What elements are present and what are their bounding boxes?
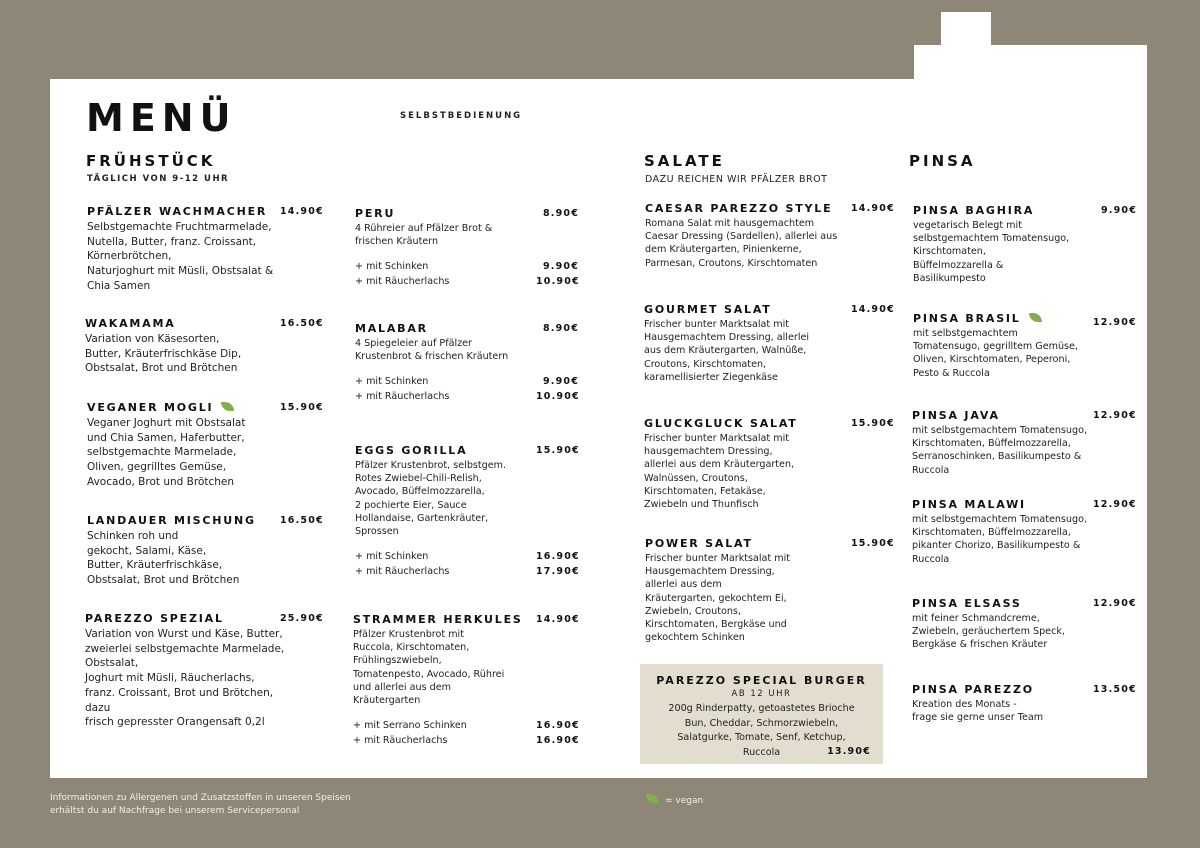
vegan-legend-text: = vegan [665, 796, 704, 806]
addon-label: + mit Schinken [355, 261, 429, 273]
item-description: vegetarisch Belegt mit selbstgemachtem Tomatensugo, Kirschtomaten, Büffelmozzarella & Basilikumpesto [913, 220, 1070, 284]
item-price: 15.90€ [280, 402, 324, 413]
addon-price: 10.90€ [536, 275, 580, 287]
addon-row [355, 390, 580, 405]
addon-label: + mit Schinken [355, 551, 429, 563]
addon-row [355, 565, 580, 580]
menu-item [87, 513, 322, 588]
item-name: LANDAUER MISCHUNG [87, 514, 256, 527]
menu-item [912, 596, 1135, 652]
paper-tab [914, 45, 1147, 81]
menu-item [913, 203, 1138, 285]
addon-row [355, 260, 580, 275]
section-title-pinsa: PINSA [909, 152, 976, 170]
menu-item [644, 416, 893, 511]
item-name: PINSA JAVA [912, 409, 1000, 422]
page-title: MENÜ [86, 96, 237, 140]
menu-item [913, 311, 1135, 380]
item-price: 12.90€ [1093, 317, 1137, 328]
addon-label: + mit Räucherlachs [355, 390, 450, 402]
item-description: 4 Spiegeleier auf Pfälzer Krustenbrot & frischen Kräutern [355, 338, 509, 363]
menu-item [355, 321, 580, 404]
burger-highlight-box [640, 664, 883, 764]
paper-tab-top [941, 12, 991, 48]
item-name: EGGS GORILLA [355, 444, 468, 457]
item-price: 9.90€ [1101, 205, 1138, 216]
item-price: 16.50€ [280, 318, 324, 329]
item-addons [355, 260, 580, 289]
item-name-text: VEGANER MOGLI [87, 401, 214, 414]
item-price: 16.50€ [280, 515, 324, 526]
item-name: PAREZZO SPEZIAL [85, 612, 224, 625]
item-description: Pfälzer Krustenbrot, selbstgem. Rotes Zwiebel-Chili-Relish, Avocado, Büffelmozzarella, 2 pochierte Eier, Sauce Hollandaise, Gartenkräuter, Sprossen [355, 460, 507, 538]
item-addons [355, 375, 580, 404]
item-description: Variation von Käsesorten, Butter, Kräuterfrischkäse Dip, Obstsalat, Brot und Brötchen [85, 333, 242, 375]
item-price: 15.90€ [851, 538, 895, 549]
menu-item [353, 612, 580, 748]
leaf-icon [646, 794, 659, 803]
item-name: PINSA PAREZZO [912, 683, 1034, 696]
addon-price: 16.90€ [536, 720, 580, 732]
addon-row [353, 734, 580, 749]
item-description: Schinken roh und gekocht, Salami, Käse, Butter, Kräuterfrischkäse, Obstsalat, Brot und Brötchen [87, 530, 240, 587]
item-name: WAKAMAMA [85, 317, 176, 330]
item-description: Kreation des Monats - frage sie gerne unser Team [912, 699, 1044, 724]
item-name: POWER SALAT [645, 537, 753, 550]
item-name: PINSA MALAWI [912, 498, 1026, 511]
item-name: CAESAR PAREZZO STYLE [645, 202, 833, 215]
item-description: Variation von Wurst und Käse, Butter, zweierlei selbstgemachte Marmelade, Obstsalat, Joghurt mit Müsli, Räucherlachs, franz. Croissant, Brot und Brötchen, dazu frisch gepresster Orangensaft 0,2l [85, 628, 285, 729]
item-description: Romana Salat mit hausgemachtem Caesar Dressing (Sardellen), allerlei aus dem Kräutergarten, Pinienkerne, Parmesan, Croutons, Kirschtomaten [645, 218, 838, 269]
menu-item [87, 204, 322, 294]
section-title-fruehstueck: FRÜHSTÜCK [86, 152, 216, 170]
item-description: Veganer Joghurt mit Obstsalat und Chia Samen, Haferbutter, selbstgemachte Marmelade, Oliven, gegrilltes Gemüse, Avocado, Brot und Brötchen [87, 417, 246, 488]
section-subtitle-fruehstueck: TÄGLICH VON 9-12 UHR [87, 174, 230, 184]
item-description: mit selbstgemachtem Tomatensugo, Kirschtomaten, Büffelmozzarella, pikanter Chorizo, Basilikumpesto & Ruccola [912, 514, 1088, 565]
item-price: 8.90€ [543, 208, 580, 219]
item-price: 12.90€ [1093, 598, 1137, 609]
item-description: Selbstgemachte Fruchtmarmelade, Nutella, Butter, franz. Croissant, Körnerbrötchen, Naturjoghurt mit Müsli, Obstsalat & Chia Samen [87, 221, 274, 292]
item-price: 14.90€ [851, 304, 895, 315]
menu-item [645, 201, 893, 270]
item-name: MALABAR [355, 322, 428, 335]
menu-item [912, 497, 1135, 566]
burger-description: 200g Rinderpatty, getoastetes Brioche Bun, Cheddar, Schmorzwiebeln, Salatgurke, Tomate, Senf, Ketchup, Ruccola [668, 703, 855, 758]
addon-label: + mit Schinken [355, 376, 429, 388]
item-description: mit feiner Schmandcreme, Zwiebeln, geräuchertem Speck, Bergkäse & frischen Kräuter [912, 613, 1065, 651]
item-description: Frischer bunter Marktsalat mit Hausgemachtem Dressing, allerlei aus dem Kräutergarten, gekochtem Ei, Zwiebeln, Croutons, Kirschtomaten, Bergkäse und gekochtem Schinken [645, 553, 791, 644]
item-description: Pfälzer Krustenbrot mit Ruccola, Kirschtomaten, Frühlingszwiebeln, Tomatenpesto, Avocado, Rührei und allerlei aus dem Kräutergarten [353, 629, 505, 707]
item-description: mit selbstgemachtem Tomatensugo, Kirschtomaten, Büffelmozzarella, Serranoschinken, Basilikumpesto & Ruccola [912, 425, 1088, 476]
allergen-note: Informationen zu Allergenen und Zusatzstoffen in unseren Speisen erhältst du auf Nachfrage bei unserem Servicepersonal [50, 793, 351, 816]
section-title-salate: SALATE [644, 152, 725, 170]
menu-item [87, 400, 322, 490]
item-price: 12.90€ [1093, 410, 1137, 421]
item-name-text: PINSA BRASIL [913, 312, 1021, 325]
page-subtitle: SELBSTBEDIENUNG [400, 111, 523, 121]
addon-label: + mit Räucherlachs [355, 565, 450, 577]
item-name: PFÄLZER WACHMACHER [87, 205, 268, 218]
item-price: 8.90€ [543, 323, 580, 334]
item-addons [353, 719, 580, 748]
addon-row [355, 550, 580, 565]
item-price: 25.90€ [280, 613, 324, 624]
item-name: PINSA ELSASS [912, 597, 1022, 610]
addon-price: 10.90€ [536, 390, 580, 402]
leaf-icon [1029, 313, 1042, 322]
item-description: mit selbstgemachtem Tomatensugo, gegrilltem Gemüse, Oliven, Kirschtomaten, Peperoni, Pesto & Ruccola [913, 328, 1078, 379]
item-price: 14.90€ [536, 614, 580, 625]
item-name: GLUCKGLUCK SALAT [644, 417, 798, 430]
item-price: 15.90€ [851, 418, 895, 429]
menu-item [85, 316, 322, 376]
item-addons [355, 550, 580, 579]
item-description: 4 Rühreier auf Pfälzer Brot & frischen Kräutern [355, 223, 493, 248]
item-price: 14.90€ [851, 203, 895, 214]
addon-row [353, 719, 580, 734]
addon-label: + mit Räucherlachs [353, 734, 448, 746]
item-price: 14.90€ [280, 206, 324, 217]
addon-row [355, 375, 580, 390]
addon-price: 9.90€ [543, 261, 580, 273]
item-description: Frischer bunter Marktsalat mit hausgemachtem Dressing, allerlei aus dem Kräutergarten, Walnüssen, Croutons, Kirschtomaten, Fetakäse, Zwiebeln und Thunfisch [644, 433, 795, 511]
menu-item [912, 408, 1135, 477]
menu-item [644, 302, 893, 384]
item-name: GOURMET SALAT [644, 303, 772, 316]
item-name: PERU [355, 207, 396, 220]
menu-item [355, 443, 580, 579]
addon-row [355, 275, 580, 290]
addon-label: + mit Serrano Schinken [353, 720, 467, 732]
addon-price: 16.90€ [536, 734, 580, 746]
section-subtitle-salate: DAZU REICHEN WIR PFÄLZER BROT [645, 174, 828, 185]
item-price: 15.90€ [536, 445, 580, 456]
leaf-icon [221, 402, 234, 411]
menu-item [85, 611, 322, 730]
item-name: STRAMMER HERKULES [353, 613, 523, 626]
addon-price: 9.90€ [543, 376, 580, 388]
item-name: PINSA BAGHIRA [913, 204, 1035, 217]
item-description: Frischer bunter Marktsalat mit Hausgemachtem Dressing, allerlei aus dem Kräutergarten, Walnüße, Croutons, Kirschtomaten, karamellisierter Ziegenkäse [644, 319, 810, 383]
menu-item [912, 682, 1135, 724]
burger-name: PAREZZO SPECIAL BURGER [656, 674, 867, 687]
burger-price: 13.90€ [827, 746, 871, 757]
menu-item [645, 536, 893, 644]
addon-price: 16.90€ [536, 551, 580, 563]
addon-label: + mit Räucherlachs [355, 275, 450, 287]
addon-price: 17.90€ [536, 565, 580, 577]
burger-subtitle: AB 12 UHR [731, 689, 792, 699]
menu-item [355, 206, 580, 289]
item-price: 12.90€ [1093, 499, 1137, 510]
item-price: 13.50€ [1093, 684, 1137, 695]
vegan-legend [646, 794, 703, 806]
